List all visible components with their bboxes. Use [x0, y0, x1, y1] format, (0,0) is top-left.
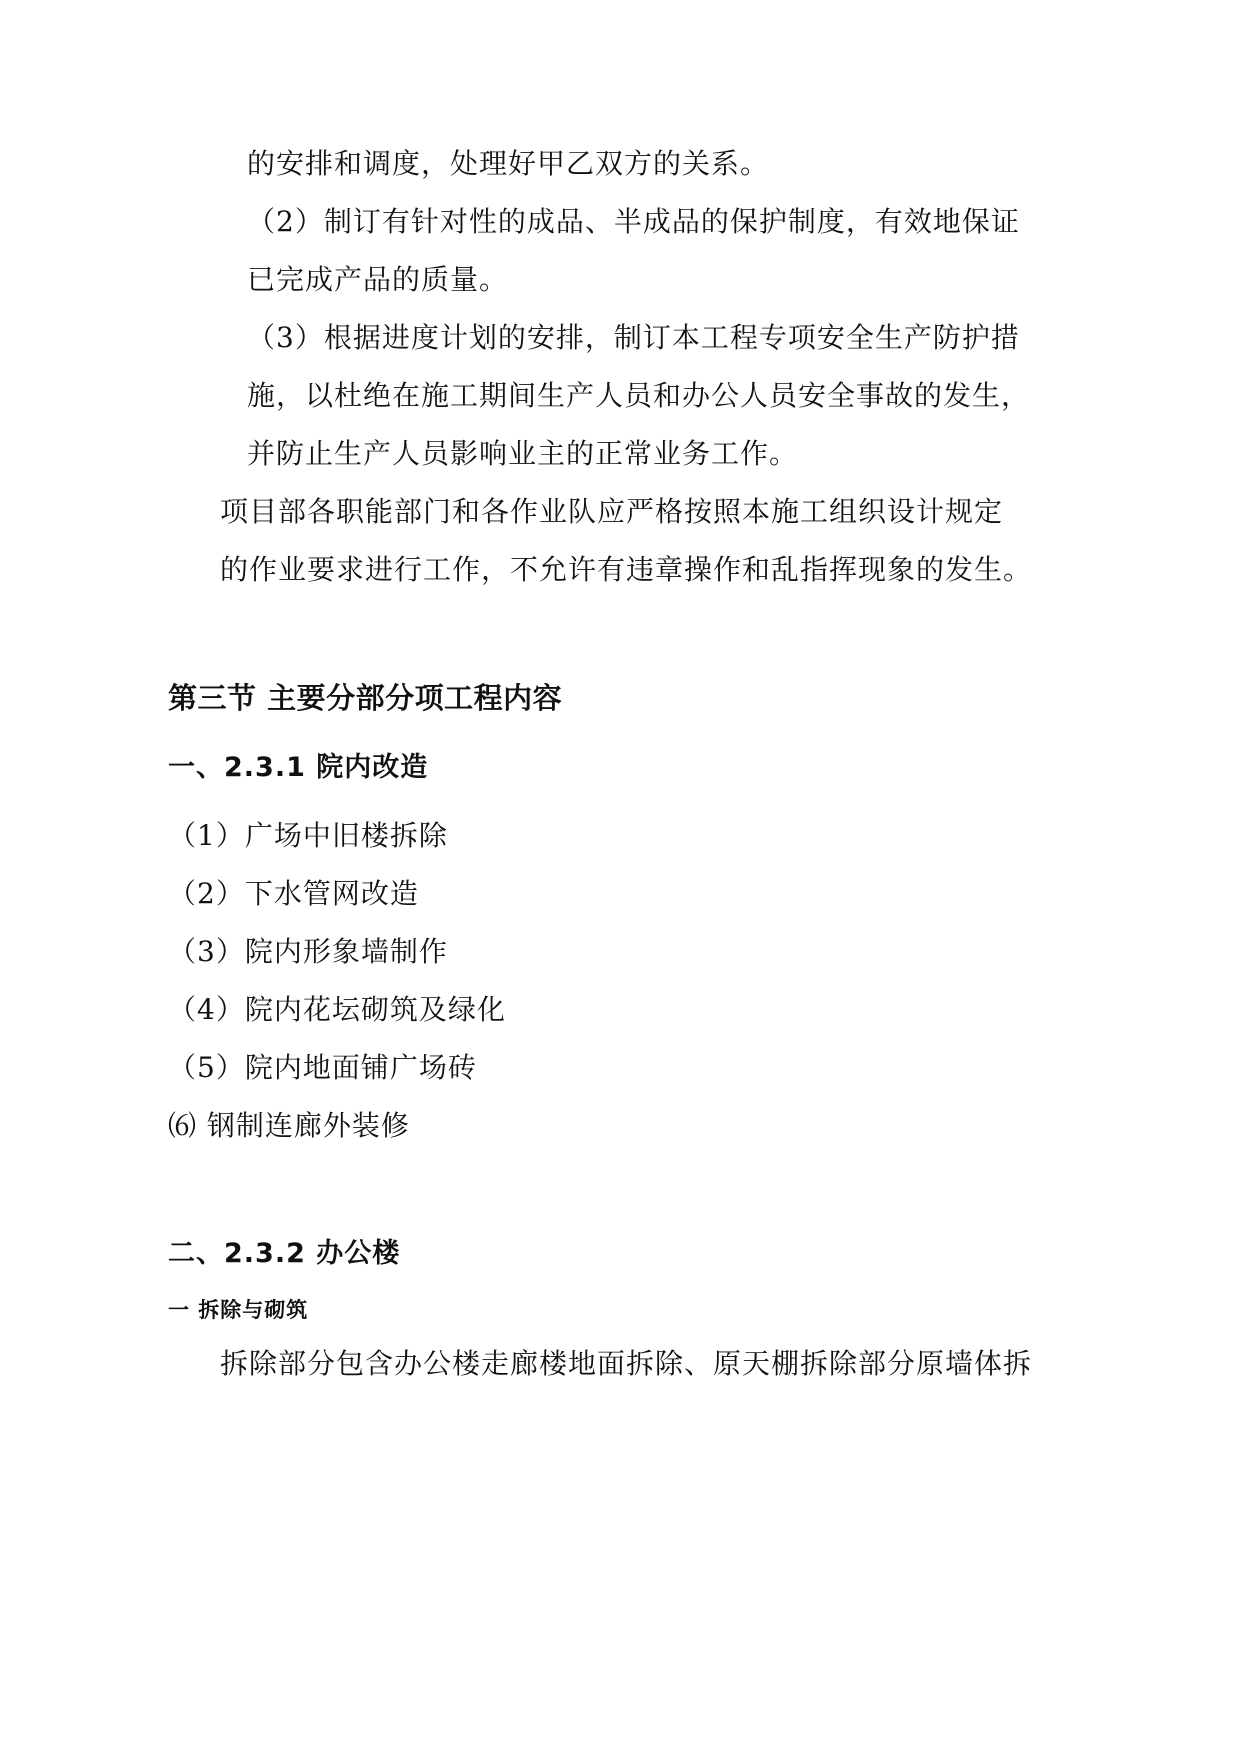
list-item: ⑹ 钢制连廊外装修: [168, 1109, 410, 1142]
text-line: 的安排和调度，处理好甲乙双方的关系。: [247, 147, 770, 180]
text-line: 项目部各职能部门和各作业队应严格按照本施工组织设计规定: [220, 495, 1004, 528]
list-item: （5）院内地面铺广场砖: [168, 1051, 477, 1084]
list-item: （1）广场中旧楼拆除: [168, 819, 448, 852]
section-title: 第三节 主要分部分项工程内容: [168, 681, 563, 715]
text-line: 并防止生产人员影响业主的正常业务工作。: [247, 437, 799, 470]
text-line: 已完成产品的质量。: [247, 263, 509, 296]
text-line: 拆除部分包含办公楼走廊楼地面拆除、原天棚拆除部分原墙体拆: [220, 1347, 1033, 1380]
list-item: （2）下水管网改造: [168, 877, 419, 910]
text-line: 的作业要求进行工作，不允许有违章操作和乱指挥现象的发生。: [220, 553, 1033, 586]
text-line: （3）根据进度计划的安排，制订本工程专项安全生产防护措: [247, 321, 1020, 354]
subsection-title: 一、2.3.1 院内改造: [168, 752, 429, 783]
list-item: （4）院内花坛砌筑及绿化: [168, 993, 506, 1026]
list-item: （3）院内形象墙制作: [168, 935, 448, 968]
sub-heading: 一 拆除与砌筑: [168, 1298, 309, 1322]
text-line: （2）制订有针对性的成品、半成品的保护制度，有效地保证: [247, 205, 1020, 238]
text-line: 施，以杜绝在施工期间生产人员和办公人员安全事故的发生，: [247, 379, 1031, 412]
subsection-title: 二、2.3.2 办公楼: [168, 1238, 401, 1269]
